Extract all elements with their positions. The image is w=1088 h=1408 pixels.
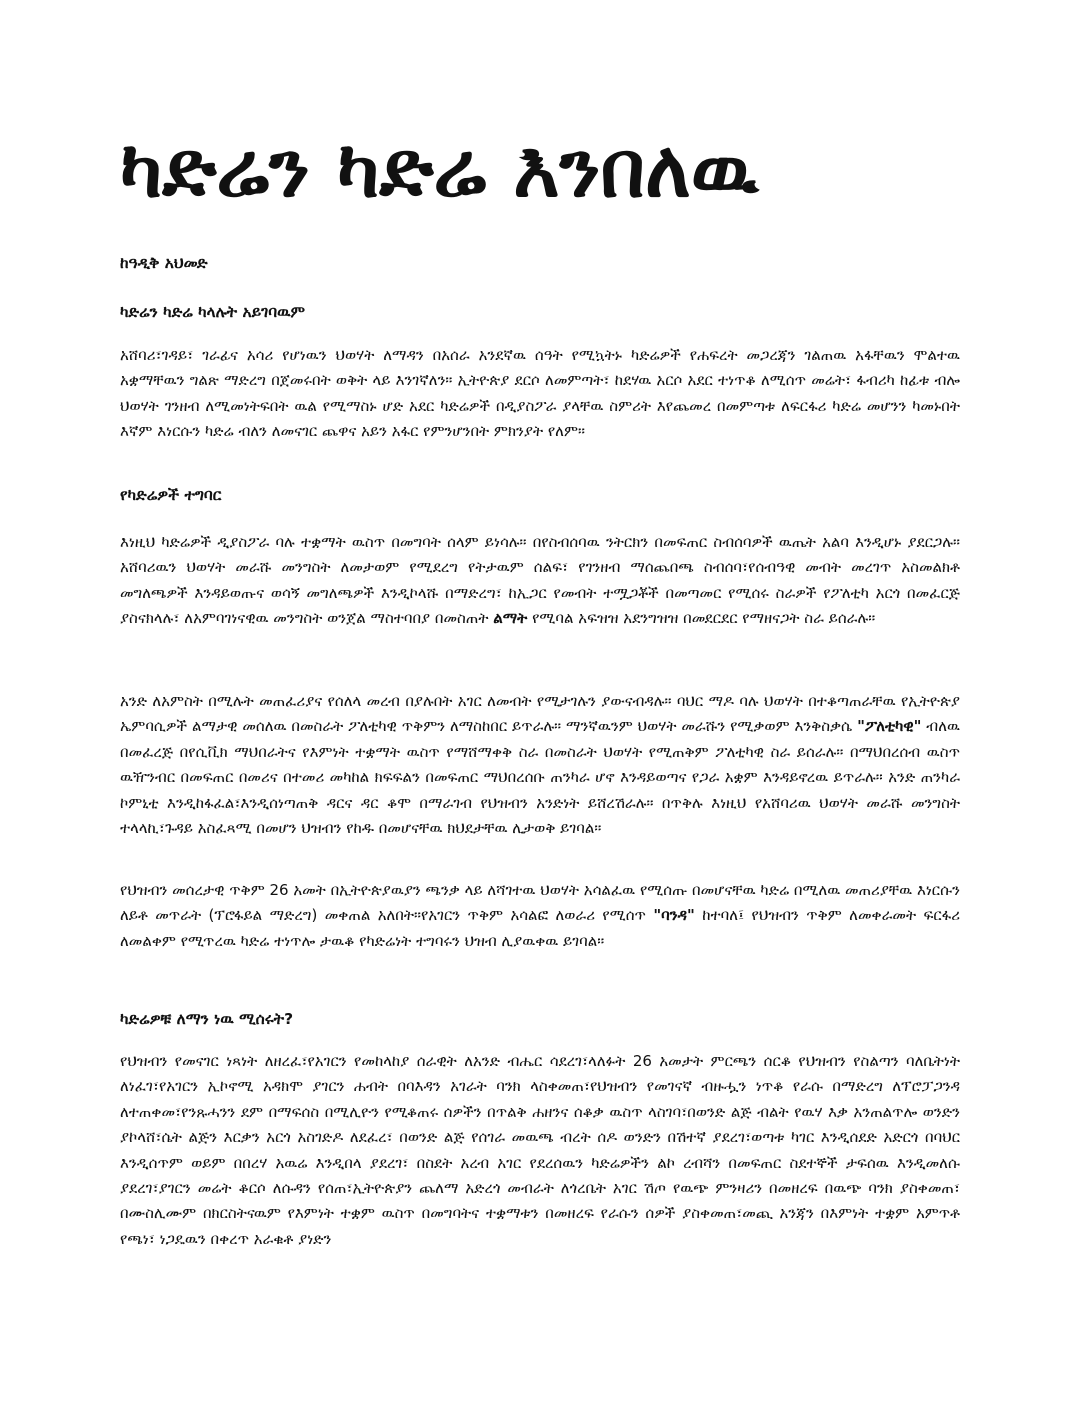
section-heading-2: የካድሬዎች ተግባር	[120, 486, 222, 504]
section-heading-1: ካድሬን ካድሬ ካላሉት አይገባዉም	[120, 303, 306, 321]
page-title: ካድሬን ካድሬ እንበለዉ	[120, 125, 759, 215]
paragraph-5: የህዝብን የመናገር ነጻነት ለዘረፈ፣የአገርን የመከላከያ ሰራዊት ለአንድ ብሔር ሳደረገ፣ላለፉት 26 አመታት ምርጫን ሰርቆ የህዝብን የስልጣን ባለቤትነት ለነፈገ፣የአገርን ኢኮኖሚ አዳክሞ ያገርን ሐብት በባእዳን አገራት ባንክ ላስቀመጠ፣የህዝብን የመገናኛ ብዙሗን ነጥቆ የራሱ በማድረግ ለፕሮፓጋንዳ ለተጠቀመ፣የንጹሓንን ደም በማፍሰስ በሚሊዮን የሚቆጠሩ ሰዎችን በጥልቅ ሐዘንና ሰቆቃ ዉስጥ ላስገባ፣በወንድ ልጅ ብልት የዉሃ እቃ አንጠልጥሎ ወንድን ያኮላሸ፣ሴት ልጅን እርቃን አርጎ አስገድዶ ለደፈረ፣ በወንድ ልጅ የሰገራ መዉጫ ብረት ሰዶ ወንድን በሽተኛ ያደረገ፣ወጣቱ ካገር እንዲሰደድ አድርጎ በባህር እንዲሰጥም ወይም በበረሃ አዉሬ እንዲበላ ያደረገ፣ በስደት አረብ አገር የደረሰዉን ካድሬዎችን ልኮ ረብሻን በመፍጠር ስደተኞች ታፍሰዉ እንዲመለሱ ያደረገ፣ያገርን መሬት ቆርሶ ለሱዳን የሰጠ፣ኢትዮጵያን ጨለማ አድረጎ መብራት ለጎረቤት አገር ሽጦ የዉጭ ምንዛሪን በመዘረፍ በዉጭ ባንክ ያስቀመጠ፣ በሙስሊሙም በክርስትናዉም የእምነት ተቋም ዉስጥ በመግባትና ተቋማቱን በመዘረፍ የራሱን ሰዎች ያስቀመጠ፣መጪ አንጃን በእምነት ተቋም አምጥቶ የጫነ፣ ነጋዴዉን በቀረጥ አራቁቶ ያነድን	[120, 1052, 960, 1248]
paragraph-2: እነዚህ ካድሬዎች ዲያስፖራ ባሉ ተቋማት ዉስጥ በመግባት ሰላም ይነሳሉ። በየስብሰባዉ ንትርክን በመፍጠር ስብሰባዎች ዉጤት አልባ እንዲሆኑ ያደርጋሉ። አሸባሪዉን ህወሃት መራሹ መንግስት ለመታወም የሚደረግ የትታዉም ሰልፍ፣ የገንዘብ ማሰጨበጫ ስብሰባ፣የሰብዓዊ መብት መረገጥ አስመልክቶ መግለጫዎች እንዳይወጡና ወሳኝ መግለጫዎች እንዲኮላሹ በማድረግ፣ ከኢጋር የመብት ተሟጋቾች በመጣመር የሚሰሩ ስራዎች የፖለቲካ አርጎ በመፈርጅ ያስናክላሉ፣ ለአምባገነናዊዉ መንግስት ወንጀል ማስተባበያ በመስጠት ልማት የሚባል አፍዝዝ አደንግዝዝ በመደርደር የማዘናጋት ስራ ይሰራሉ።	[120, 533, 960, 628]
paragraph-1: አሸባሪ፣ገዳይ፣ ገራፊና አሳሪ የሆነዉን ህወሃት ለማዳን በአሰራ አንደኛዉ ሰዓት የሚኳትኑ ካድሬዎች የሐፍረት መጋረጃን ገልጠዉ አፋቸዉን ሞልተዉ አቋማቸዉን ግልጽ ማድረግ በጀመሩበት ወቅት ላይ እንገኛለን። ኢትዮጵያ ደርሶ ለመምጣት፣ ከደሃዉ አርሶ አደር ተነጥቆ ለሚሰጥ መሬት፣ ፋብሪካ ከፊቱ ብሎ ህወሃት ገንዘብ ለሚመነትፍበት ዉል የሚማስኑ ሆድ አደር ካድሬዎች በዲያስፖራ ያላቸዉ ስምሪት እየጨመረ በመምጣቱ ለፍርፋሪ ካድሬ መሆንን ካመኑበት እኛም እነርሱን ካድሬ ብለን ለመናገር ጨዋና አይን አፋር የምንሆንበት ምክንያት የለም።	[120, 346, 960, 441]
paragraph-3: አንድ ለአምስት በሚሉት መጠፈሪያና የሰለላ መረብ በያሉበት አገር ለመብት የሚታገሉን ያውናብዳሉ። ባህር ማዶ ባሉ ህወሃት በተቆጣጠራቸዉ የኢትዮጵያ ኤምባሲዎች ልማታዊ መሰለዉ በመስራት ፖለቲካዊ ጥቅምን ለማስከበር ይጥራሉ። ማንኛዉንም ህወሃት መራሹን የሚቃወም እንቅስቃሴ "ፖለቲካዊ" ብለዉ በመፈረጅ በየሲቪክ ማህበራትና የእምነት ተቋማት ዉስጥ የማሸማቀቅ ስራ በመስራት ህወሃት የሚጠቅም ፖለቲካዊ ስራ ይሰራሉ። በማህበረሰብ ዉስጥ ዉዥንብር በመፍጠር በመሪና በተመሪ መካከል ክፍፍልን በመፍጠር ማህበረሰቡ ጠንካራ ሆኖ እንዳይወጣና የጋራ አቋም እንዳይኖረዉ ይጥራሉ። አንድ ጠንካራ ኮምኒቲ እንዲከፋፈል፣እንዲሰነጣጠቅ ዳርና ዳር ቆሞ በማራገብ የህዝብን አንድነት ይሸረሽራሉ። በጥቅሉ እነዚህ የአሸባሪዉ ህወሃት መራሹ መንግስት ተላላኪ፣ጉዳይ አስፈጻሚ በመሆን ህዝብን የከዱ በመሆናቸዉ ክህደታቸዉ ሊታወቅ ይገባል።	[120, 692, 960, 838]
author-byline: ከዓዲቅ አህመድ	[120, 254, 208, 272]
paragraph-4: የህዝብን መሰረታዊ ጥቅም 26 አመት በኢትዮጵያዉያን ጫንቃ ላይ ለሻገተዉ ህወሃት አሳልፈዉ የሚሰጡ በመሆናቸዉ ካድሬ በሚለዉ መጠሪያቸዉ እነርሱን ለይቶ መጥራት (ፕሮፋይል ማድረግ) መቀጠል አለበት።የአገርን ጥቅም አሳልፎ ለወራሪ የሚሰጥ "ባንዳ" ከተባለ፤ የህዝብን ጥቅም ለመቀራመት ፍርፋሪ ለመልቀም የሚጥረዉ ካድሬ ተነጥሎ ታዉቆ የካድሬነት ተግባሩን ህዝብ ሊያዉቀዉ ይገባል።	[120, 881, 960, 950]
section-heading-3: ካድሬዎቹ ለማን ነዉ ሚሰሩት?	[120, 1010, 294, 1028]
